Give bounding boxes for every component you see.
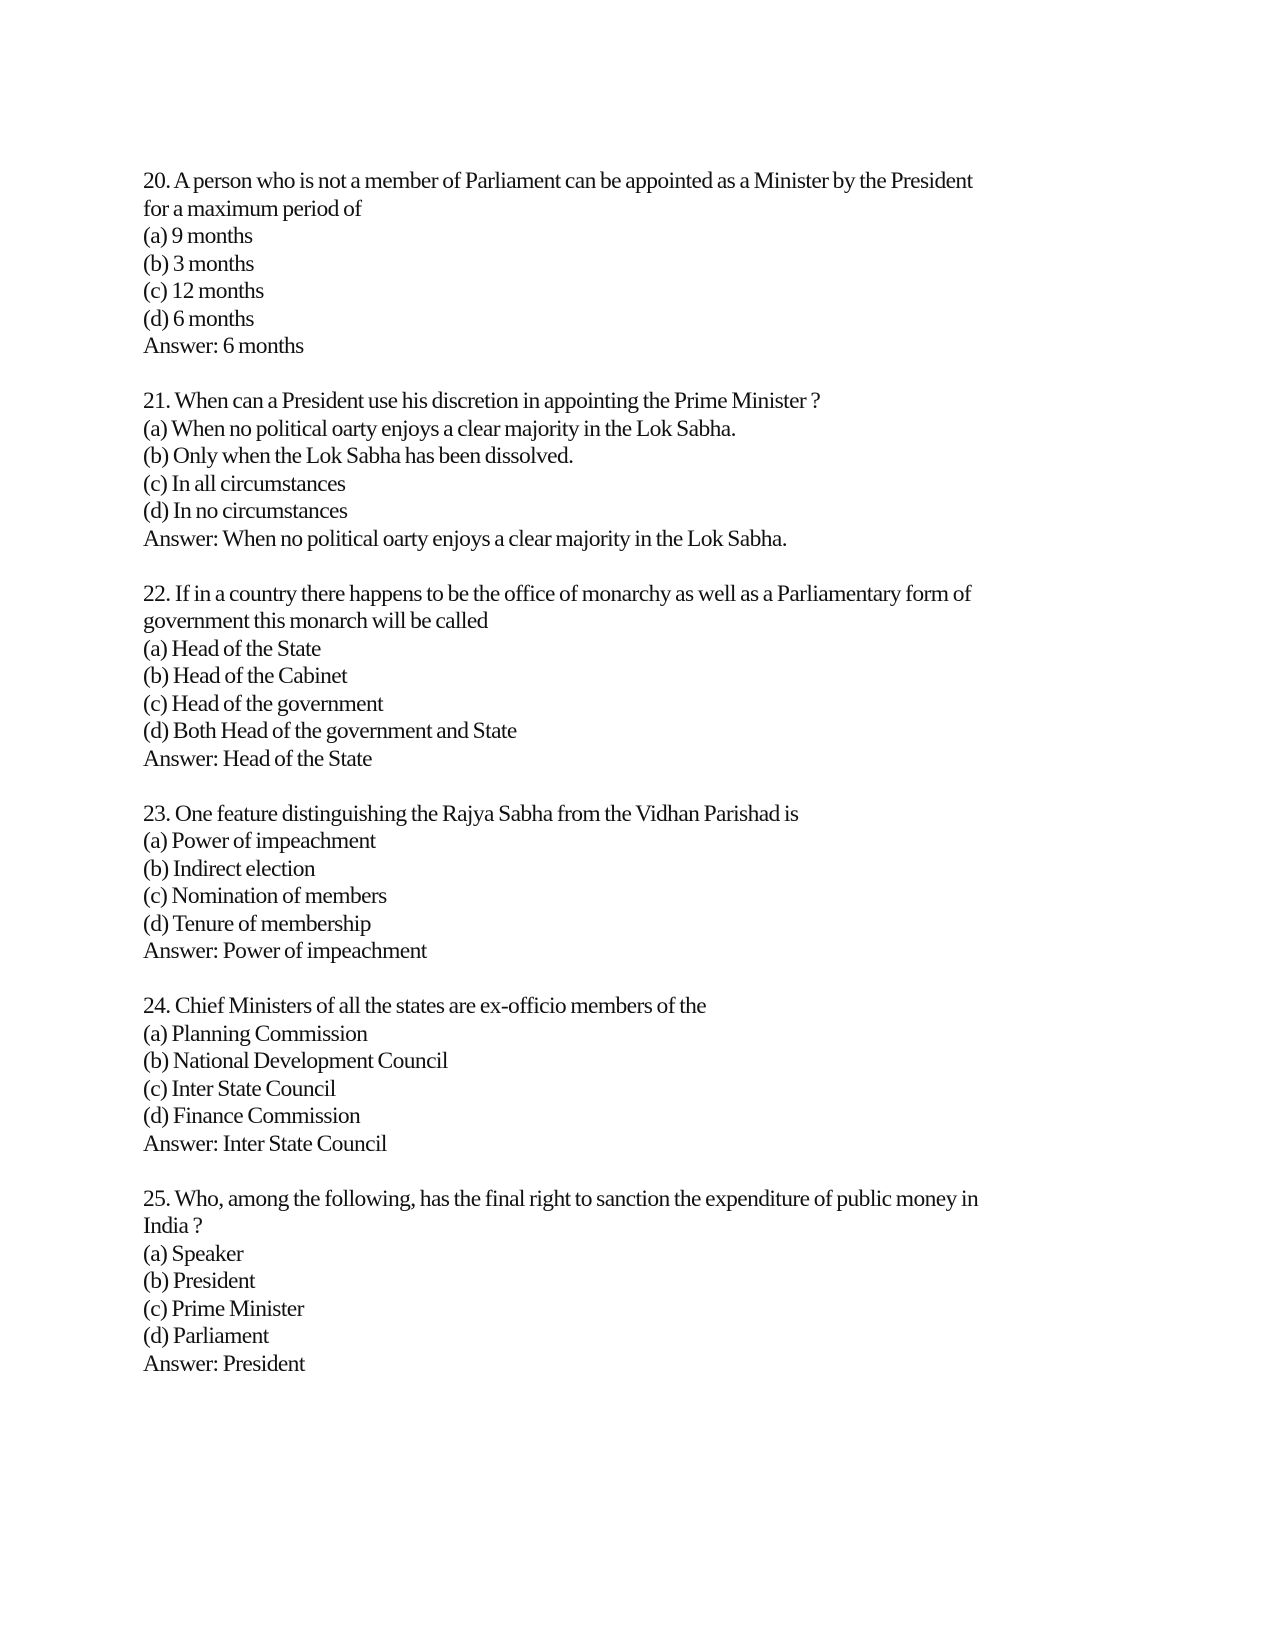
question-block (143, 168, 1083, 361)
question-block (143, 801, 1083, 966)
answer-option: (b) National Development Council (143, 1048, 448, 1074)
question-text: 22. If in a country there happens to be the office of monarchy as well as a Parliamentary form of (143, 580, 972, 607)
answer-text: Answer: Inter State Council (143, 1130, 387, 1157)
question-text: 20. A person who is not a member of Parliament can be appointed as a Minister by the President (143, 168, 973, 194)
answer-option: (b) President (143, 1268, 255, 1294)
question-text: India ? (143, 1213, 203, 1239)
question-text: for a maximum period of (143, 195, 362, 222)
question-text: 25. Who, among the following, has the final right to sanction the expenditure of public money in (143, 1185, 979, 1212)
question-block (143, 1186, 1083, 1379)
answer-option: (c) Prime Minister (143, 1295, 304, 1322)
answer-option: (a) Planning Commission (143, 1020, 368, 1047)
question-text: 24. Chief Ministers of all the states are ex-officio members of the (143, 993, 707, 1019)
answer-option: (a) 9 months (143, 223, 253, 249)
document-page (143, 168, 1083, 1406)
question-text: government this monarch will be called (143, 608, 488, 634)
question-block (143, 581, 1083, 774)
answer-text: Answer: Power of impeachment (143, 938, 427, 964)
answer-option: (a) Speaker (143, 1240, 244, 1267)
answer-option: (b) 3 months (143, 250, 254, 277)
answer-option: (d) Finance Commission (143, 1103, 361, 1129)
answer-option: (b) Only when the Lok Sabha has been dissolved. (143, 443, 574, 469)
question-block (143, 993, 1083, 1158)
question-block (143, 388, 1083, 553)
answer-option: (d) Both Head of the government and State (143, 718, 517, 744)
answer-option: (a) When no political oarty enjoys a clear majority in the Lok Sabha. (143, 415, 736, 442)
answer-text: Answer: When no political oarty enjoys a clear majority in the Lok Sabha. (143, 525, 788, 552)
answer-option: (c) 12 months (143, 278, 264, 304)
answer-option: (d) Parliament (143, 1323, 269, 1349)
answer-option: (c) In all circumstances (143, 470, 346, 497)
answer-option: (c) Head of the government (143, 690, 384, 717)
answer-option: (d) Tenure of membership (143, 910, 371, 937)
answer-option: (c) Nomination of members (143, 883, 387, 909)
answer-option: (d) In no circumstances (143, 498, 348, 524)
answer-option: (a) Power of impeachment (143, 828, 376, 854)
question-text: 23. One feature distinguishing the Rajya Sabha from the Vidhan Parishad is (143, 800, 799, 827)
question-text: 21. When can a President use his discretion in appointing the Prime Minister ? (143, 388, 821, 414)
answer-option: (a) Head of the State (143, 635, 321, 662)
answer-option: (b) Head of the Cabinet (143, 663, 348, 689)
answer-option: (d) 6 months (143, 305, 254, 332)
answer-text: Answer: President (143, 1350, 305, 1377)
answer-text: Answer: Head of the State (143, 745, 372, 772)
answer-option: (c) Inter State Council (143, 1075, 336, 1102)
answer-text: Answer: 6 months (143, 333, 304, 359)
answer-option: (b) Indirect election (143, 855, 316, 882)
